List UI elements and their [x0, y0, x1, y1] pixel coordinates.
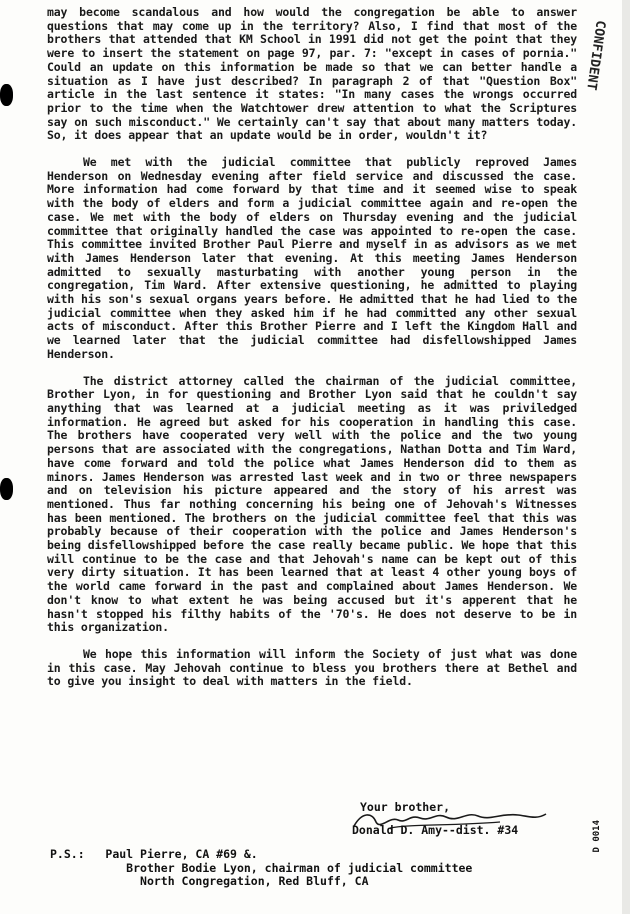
margin-stamp: CONFIDENT [583, 19, 608, 92]
letter-body [47, 6, 577, 689]
ps-line-1: Paul Pierre, CA #69 &. [105, 847, 258, 861]
ps-line-3: North Congregation, Red Bluff, CA [140, 874, 369, 888]
scan-edge [622, 0, 630, 914]
ps-label: P.S.: [50, 847, 85, 861]
paragraph-2: We met with the judicial committee that publicly reproved James Henderson on Wednesday evening after field service and discussed the case. More information had come forward by that time and it seemed wise to speak with the body of elders and form a judicial committee again and re-open the case. We met with the body of elders on Thursday evening and the judicial committee that originally handled the case was appointed to re-open the case. This committee invited Brother Paul Pierre and myself in as advisors as we met with James Henderson later that evening. At this meeting James Henderson admitted to sexually masturbating with another young person in the congregation, Tim Ward. After extensive questioning, he admitted to playing with his son's sexual organs years before. He admitted that he had lied to the judicial committee when they asked him if he had committed any other sexual acts of misconduct. After this Brother Pierre and I left the Kingdom Hall and we learned later that the judicial committee had disfellowshipped James Henderson. [47, 155, 577, 361]
postscript [50, 848, 472, 889]
punch-hole [0, 478, 13, 500]
page-code: D 0014 [592, 820, 602, 853]
paragraph-3: The district attorney called the chairman of the judicial committee, Brother Lyon, in for questioning and Brother Lyon said that he couldn't say anything that was learned at a judicial meeting as it was priviledged information. He agreed but asked for his cooperation in handling this case. The brothers have cooperated very well with the police and the two young persons that are associated with the congregations, Nathan Dotta and Tim Ward, have come forward and told the police what James Henderson did to them as minors. James Henderson was arrested last week and in two or three newspapers and on television his picture appeared and the story of his arrest was mentioned. Thus far nothing concerning his being one of Jehovah's Witnesses has been mentioned. The brothers on the judicial committee feel that this was probably because of their cooperation with the police and James Henderson's being disfellowshipped before the case really became public. We hope that this will continue to be the case and that Jehovah's name can be kept out of this very dirty situation. It has been learned that at least 4 other young boys of the world came forward in the past and complained about James Henderson. We don't know to what extent he was being accused but it's apperent that he hasn't stopped his filthy habits of the '70's. He does not deserve to be in this organization. [47, 373, 577, 635]
signer-name: Donald D. Amy--dist. #34 [352, 823, 519, 837]
closing: Your brother, [360, 800, 451, 814]
punch-hole [0, 84, 13, 106]
ps-line-2: Brother Bodie Lyon, chairman of judicial committee [126, 860, 473, 875]
paragraph-4: We hope this information will inform the Society of just what was done in this case. May Jehovah continue to bless you brothers there at Bethel and to give you insight to deal with matters in the field. [47, 646, 577, 689]
paragraph-1: may become scandalous and how would the congregation be able to answer questions that may come up in the territory? Also, I find that most of the brothers that attended that KM School in 1991 did not get the point that they were to insert the statement on page 97, par. 7: "except in cases of pornia." Could an update on this information be made so that we can better handle a situation as I have just described? In paragraph 2 of that "Question Box" article in the last sentence it states: "In many cases the wrongs occurred prior to the time when the Watchtower drew attention to what the Scriptures say on such misconduct." We certainly can't say that about many matters today. So, it does appear that an update would be in order, wouldn't it? [47, 5, 577, 143]
